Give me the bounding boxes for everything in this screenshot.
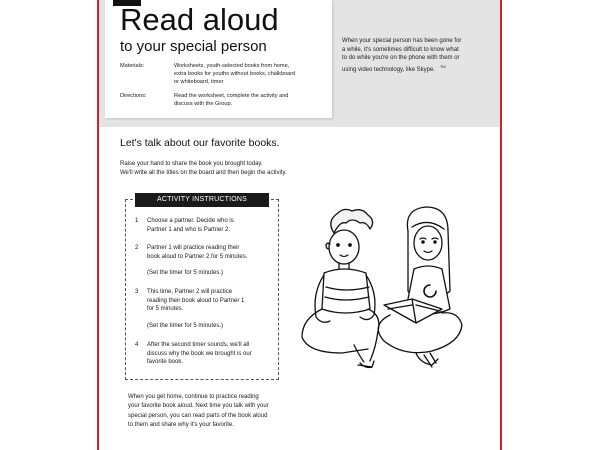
side-note: When your special person has been gone for a while, it's sometimes difficult to know what to do while you're on the phone with them or using video technology, like Skype. ™ <box>342 38 462 73</box>
step-text: Choose a partner. Decide who is Partner 1 and who is Partner 2. <box>147 218 234 233</box>
step-number: 1 <box>135 218 139 224</box>
boy-figure <box>302 209 379 367</box>
directions-label: Directions: <box>120 93 147 99</box>
intro-paragraph: Raise your hand to share the book you brought today. We'll write all the titles on the board and then begin the activity. <box>120 161 287 176</box>
page-subtitle: to your special person <box>120 38 267 55</box>
step-number: 3 <box>135 289 139 295</box>
step-text: After the second timer sounds, we'll all discuss why the book we brought is our favorite book. <box>147 342 252 365</box>
closing-paragraph: When you get home, continue to practice reading your favorite book aloud. Next time you talk with your special person, you can read parts of the book aloud to them and share why it's your favorite. <box>128 394 269 429</box>
step-note: (Set the timer for 5 minutes.) <box>147 323 224 329</box>
directions-text: Read the worksheet, complete the activity and discuss with the Group. <box>174 93 289 107</box>
step-text: This time, Partner 2 will practice reading their book aloud to Partner 1 for 5 minutes. <box>147 289 245 312</box>
girl-figure <box>378 207 462 367</box>
materials-text: Worksheets, youth-selected books from home, extra books for youths without books, chalkboard or whiteboard, timer <box>174 63 296 85</box>
step-note: (Set the timer for 5 minutes.) <box>147 270 224 276</box>
section-heading: Let's talk about our favorite books. <box>120 137 280 149</box>
step-number: 2 <box>135 245 139 251</box>
activity-box-title: ACTIVITY INSTRUCTIONS <box>135 193 269 207</box>
trademark: TM <box>439 63 446 69</box>
step-text: Partner 1 will practice reading their book aloud to Partner 2 for 5 minutes. <box>147 245 248 260</box>
reading-kids-illustration <box>296 205 476 390</box>
step-number: 4 <box>135 342 139 348</box>
page-title: Read aloud <box>120 2 279 37</box>
materials-label: Materials: <box>120 63 145 69</box>
